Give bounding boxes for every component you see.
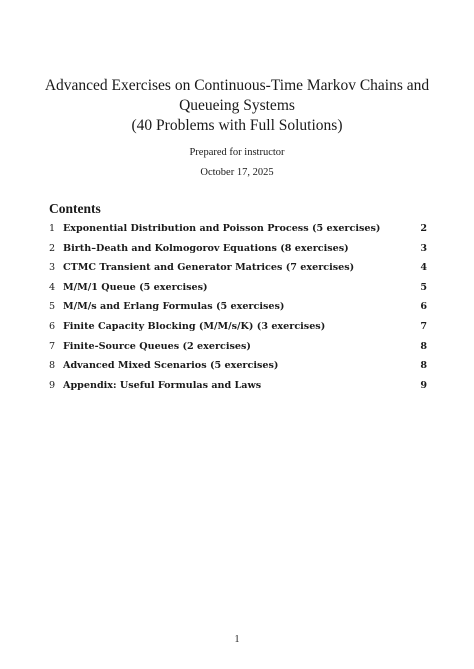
document-title bbox=[0, 76, 474, 136]
toc-label: Finite Capacity Blocking (M/M/s/K) (3 exercises) bbox=[63, 320, 326, 332]
toc-number: 3 bbox=[49, 262, 56, 274]
toc-label: Appendix: Useful Formulas and Laws bbox=[63, 379, 262, 391]
toc-number: 1 bbox=[49, 223, 56, 234]
toc-label: Advanced Mixed Scenarios (5 exercises) bbox=[63, 360, 279, 372]
toc-page: 4 bbox=[420, 262, 427, 274]
toc-entry-5[interactable] bbox=[49, 301, 427, 321]
toc-number: 2 bbox=[49, 242, 56, 254]
author-line: Prepared for instructor bbox=[189, 147, 285, 158]
toc-label: Exponential Distribution and Poisson Process (5 exercises) bbox=[63, 223, 381, 234]
toc-label: CTMC Transient and Generator Matrices (7 exercises) bbox=[63, 262, 355, 274]
toc-page: 3 bbox=[420, 242, 427, 254]
toc-entry-8[interactable] bbox=[49, 360, 427, 380]
toc-label: Birth–Death and Kolmogorov Equations (8 exercises) bbox=[63, 242, 349, 254]
toc-number: 5 bbox=[49, 301, 56, 313]
toc-page: 2 bbox=[420, 223, 427, 234]
toc-page: 5 bbox=[420, 281, 427, 293]
toc-label: M/M/s and Erlang Formulas (5 exercises) bbox=[63, 301, 285, 313]
title-line-2: Queueing Systems bbox=[179, 97, 295, 114]
toc-page: 6 bbox=[420, 301, 427, 313]
toc-entry-3[interactable] bbox=[49, 262, 427, 282]
toc-number: 6 bbox=[49, 320, 56, 332]
title-line-1: Advanced Exercises on Continuous-Time Markov Chains and bbox=[44, 77, 430, 94]
toc-entry-4[interactable] bbox=[49, 282, 427, 302]
table-of-contents bbox=[49, 223, 427, 399]
toc-entry-2[interactable] bbox=[49, 243, 427, 263]
toc-label: M/M/1 Queue (5 exercises) bbox=[63, 281, 208, 293]
contents-heading: Contents bbox=[49, 201, 101, 216]
toc-number: 9 bbox=[49, 379, 56, 391]
toc-number: 4 bbox=[49, 281, 56, 293]
toc-number: 7 bbox=[49, 340, 56, 352]
toc-number: 8 bbox=[49, 360, 56, 372]
toc-label: Finite-Source Queues (2 exercises) bbox=[63, 340, 251, 352]
toc-page: 7 bbox=[420, 320, 427, 332]
toc-page: 9 bbox=[420, 379, 427, 391]
toc-entry-9[interactable] bbox=[49, 380, 427, 400]
toc-page: 8 bbox=[420, 340, 427, 352]
toc-page: 8 bbox=[420, 360, 427, 372]
title-line-3: (40 Problems with Full Solutions) bbox=[131, 117, 343, 134]
toc-entry-6[interactable] bbox=[49, 321, 427, 341]
toc-entry-1[interactable] bbox=[49, 223, 427, 243]
toc-entry-7[interactable] bbox=[49, 341, 427, 361]
date-line: October 17, 2025 bbox=[200, 167, 274, 178]
page-number: 1 bbox=[234, 634, 240, 645]
